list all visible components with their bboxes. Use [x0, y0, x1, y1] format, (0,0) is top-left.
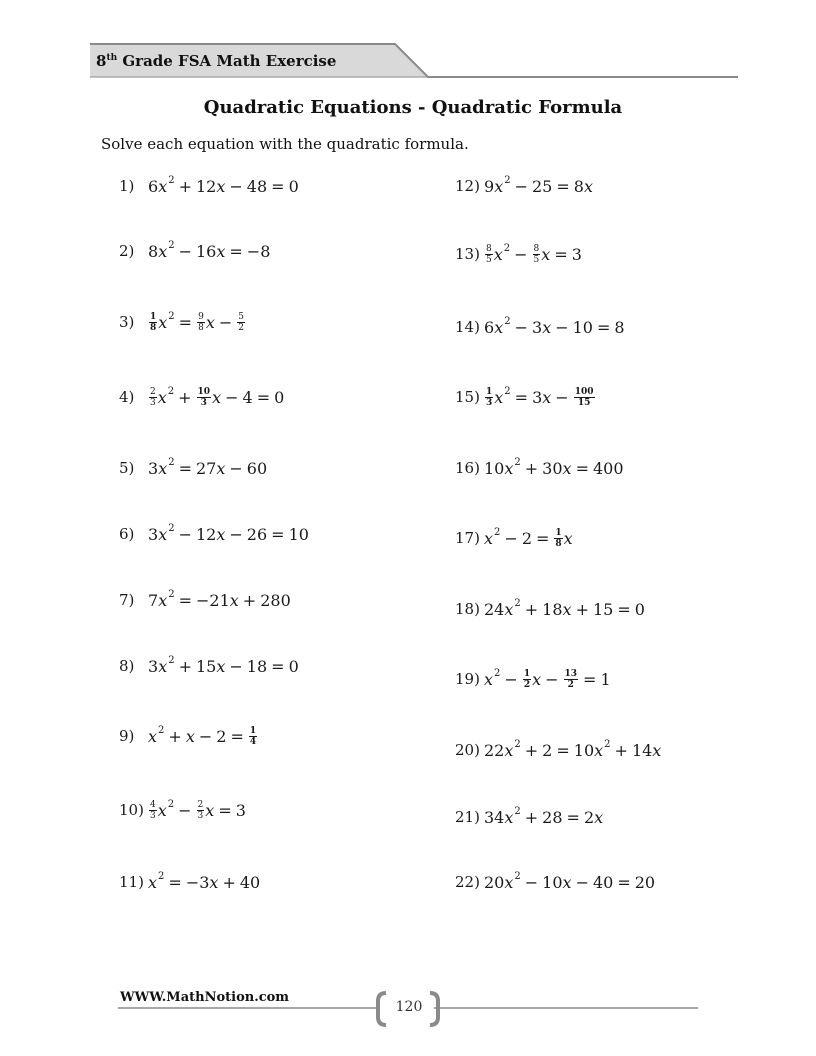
problem-3	[119, 302, 246, 342]
problem-number: 15)	[455, 388, 480, 406]
equation: $\frac{2}{3}$ x $^2$ + $\frac{10}{3}$ x − 4 = 0	[150, 385, 285, 408]
problem-number: 13)	[455, 245, 480, 263]
problem-number: 22)	[455, 873, 480, 891]
problem-11	[119, 862, 260, 902]
equation: 6 x $^2$ − 3 x − 10 = 8	[484, 315, 625, 337]
equation: x $^2$ − 2 = $\frac{1}{8}$ x	[484, 526, 573, 549]
problem-number: 16)	[455, 459, 480, 477]
equation: $\frac{8}{5}$ x $^2$ − $\frac{8}{5}$ x = 3	[486, 242, 582, 265]
equation: 3 x $^2$ − 12 x − 26 = 10	[148, 522, 309, 544]
footer-website: WWW.MathNotion.com	[120, 990, 290, 1005]
header-tab-shape	[0, 0, 816, 90]
problem-22	[455, 862, 655, 902]
page-title: Quadratic Equations - Quadratic Formula	[203, 97, 623, 118]
problem-20	[455, 730, 661, 770]
problem-number: 21)	[455, 808, 480, 826]
problem-1	[119, 166, 299, 206]
problem-5	[119, 448, 267, 488]
problem-number: 18)	[455, 600, 480, 618]
problem-2	[119, 231, 270, 271]
equation: x $^2$ = −3 x + 40	[148, 870, 261, 892]
problem-number: 12)	[455, 177, 480, 195]
equation: 7 x $^2$ = −21 x + 280	[148, 588, 291, 610]
problem-number: 1)	[119, 177, 135, 195]
problem-number: 5)	[119, 459, 135, 477]
problem-number: 17)	[455, 529, 480, 547]
equation: $\frac{1}{3}$ x $^2$ = 3 x − $\frac{100}{15}$	[486, 385, 594, 408]
equation: 3 x $^2$ + 15 x − 18 = 0	[148, 654, 299, 676]
problem-number: 2)	[119, 242, 135, 260]
problem-12	[455, 166, 593, 206]
equation: 6 x $^2$ + 12 x − 48 = 0	[148, 174, 299, 196]
equation: 24 x $^2$ + 18 x + 15 = 0	[484, 597, 645, 619]
problem-number: 9)	[119, 727, 135, 745]
equation: 22 x $^2$ + 2 = 10 x $^2$ + 14 x	[484, 738, 662, 760]
problem-4	[119, 377, 284, 417]
problem-10	[119, 790, 246, 830]
problem-15	[455, 377, 596, 417]
problem-8	[119, 646, 299, 686]
problem-16	[455, 448, 624, 488]
equation: x $^2$ + x − 2 = $\frac{1}{4}$	[148, 724, 257, 747]
problem-21	[455, 797, 603, 837]
equation: 20 x $^2$ − 10 x − 40 = 20	[484, 870, 656, 892]
equation: 34 x $^2$ + 28 = 2 x	[484, 805, 604, 827]
problem-number: 6)	[119, 525, 135, 543]
equation: x $^2$ − $\frac{1}{2}$ x − $\frac{13}{2}$ = 1	[484, 667, 611, 690]
page-number: 120	[395, 999, 423, 1015]
equation: 3 x $^2$ = 27 x − 60	[148, 456, 268, 478]
problem-number: 3)	[119, 313, 135, 331]
header-title: 8th Grade FSA Math Exercise	[96, 52, 337, 70]
problem-6	[119, 514, 309, 554]
equation: $\frac{1}{8}$ x $^2$ = $\frac{9}{8}$ x − $\frac{5}{2}$	[150, 310, 244, 333]
problem-number: 20)	[455, 741, 480, 759]
equation: $\frac{4}{3}$ x $^2$ − $\frac{2}{3}$ x = 3	[150, 798, 246, 821]
problem-number: 7)	[119, 591, 135, 609]
equation: 9 x $^2$ − 25 = 8 x	[484, 174, 593, 196]
problem-number: 19)	[455, 670, 480, 688]
problem-13	[455, 234, 582, 274]
problem-number: 8)	[119, 657, 135, 675]
problem-9	[119, 716, 258, 756]
instructions: Solve each equation with the quadratic formula.	[101, 135, 469, 153]
problem-17	[455, 518, 573, 558]
equation: 10 x $^2$ + 30 x = 400	[484, 456, 624, 478]
problem-number: 10)	[119, 801, 144, 819]
problem-number: 11)	[119, 873, 144, 891]
equation: 8 x $^2$ − 16 x = −8	[148, 239, 271, 261]
problem-number: 4)	[119, 388, 135, 406]
problem-18	[455, 589, 645, 629]
problem-7	[119, 580, 291, 620]
problem-14	[455, 307, 625, 347]
problem-19	[455, 659, 611, 699]
problem-number: 14)	[455, 318, 480, 336]
